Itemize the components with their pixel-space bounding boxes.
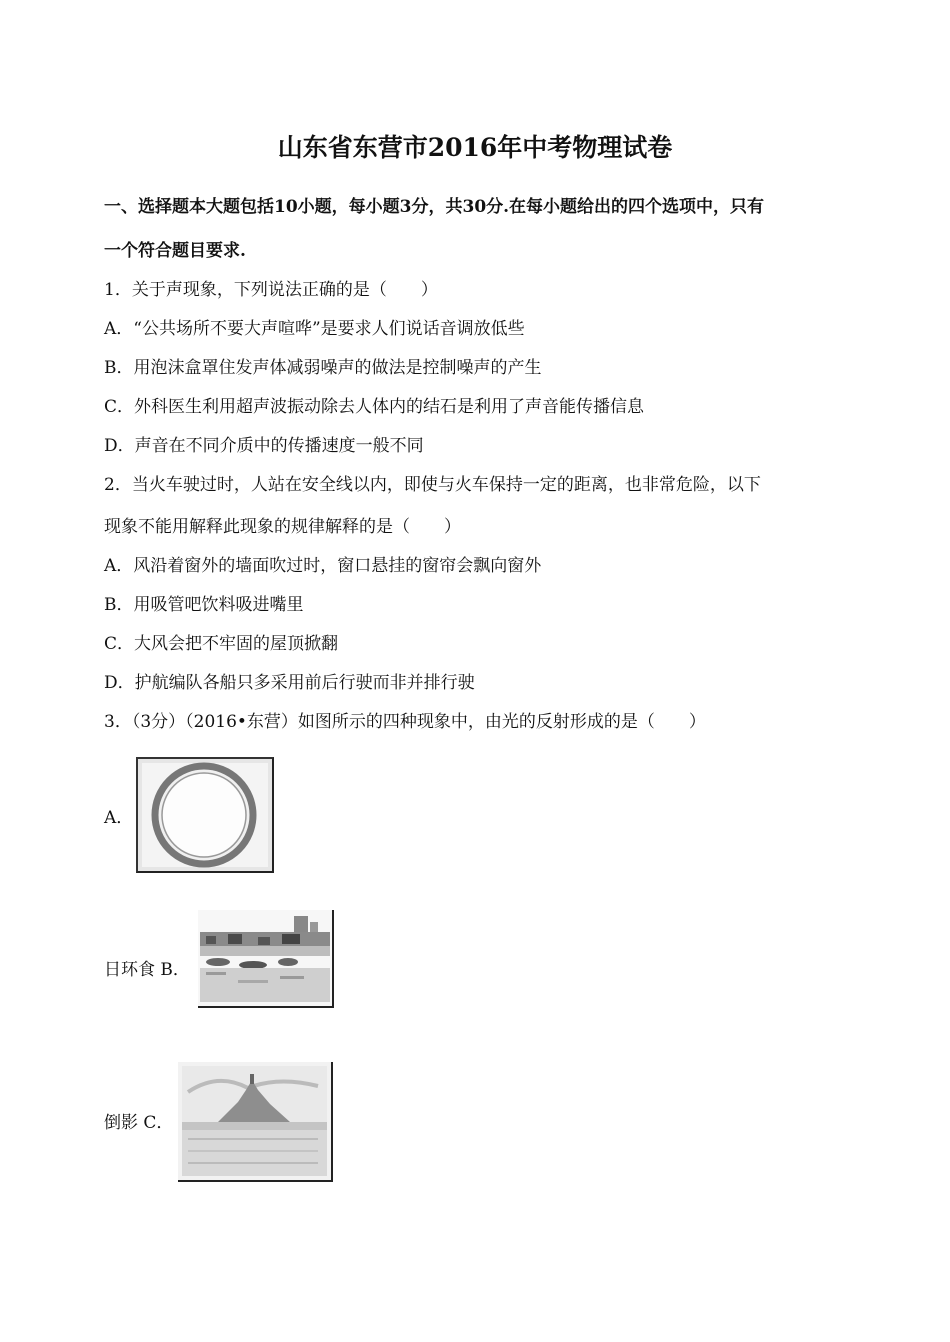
question-1-option-b: B．用泡沫盒罩住发声体减弱噪声的做法是控制噪声的产生: [104, 358, 542, 378]
island-castle-image: [178, 1062, 333, 1182]
question-1-option-d: D．声音在不同介质中的传播速度一般不同: [104, 436, 424, 456]
solar-eclipse-image: [136, 757, 274, 873]
question-2-option-b: B．用吸管吧饮料吸进嘴里: [104, 595, 304, 615]
city-reflection-image: [198, 910, 334, 1008]
question-2-stem-line2: 现象不能用解释此现象的规律解释的是（ ）: [104, 517, 461, 537]
question-1-option-c: C．外科医生利用超声波振动除去人体内的结石是利用了声音能传播信息: [104, 397, 645, 417]
question-1-option-a: A．“公共场所不要大声喧哗”是要求人们说话音调放低些: [104, 319, 525, 339]
page-title: 山东省东营市2016年中考物理试卷: [277, 133, 673, 162]
question-2-option-d: D．护航编队各船只多采用前后行驶而非并排行驶: [104, 673, 475, 693]
question-3-option-b-label: 日环食 B．: [104, 960, 190, 980]
question-1-stem: 1．关于声现象，下列说法正确的是（ ）: [104, 280, 438, 300]
section-heading-line1: 一、选择题本大题包括10小题，每小题3分，共30分.在每小题给出的四个选项中，只有: [104, 197, 765, 217]
question-2-option-c: C．大风会把不牢固的屋顶掀翻: [104, 634, 339, 654]
question-2-option-a: A．风沿着窗外的墙面吹过时，窗口悬挂的窗帘会飘向窗外: [104, 556, 542, 576]
question-3-option-c-label: 倒影 C．: [104, 1113, 174, 1133]
question-3-stem: 3．（3分）（2016•东营）如图所示的四种现象中，由光的反射形成的是（ ）: [104, 712, 706, 732]
question-3-option-a-label: A．: [104, 808, 134, 828]
section-heading-line2: 一个符合题目要求.: [104, 241, 246, 261]
question-2-stem-line1: 2．当火车驶过时，人站在安全线以内，即使与火车保持一定的距离，也非常危险，以下: [104, 475, 761, 495]
